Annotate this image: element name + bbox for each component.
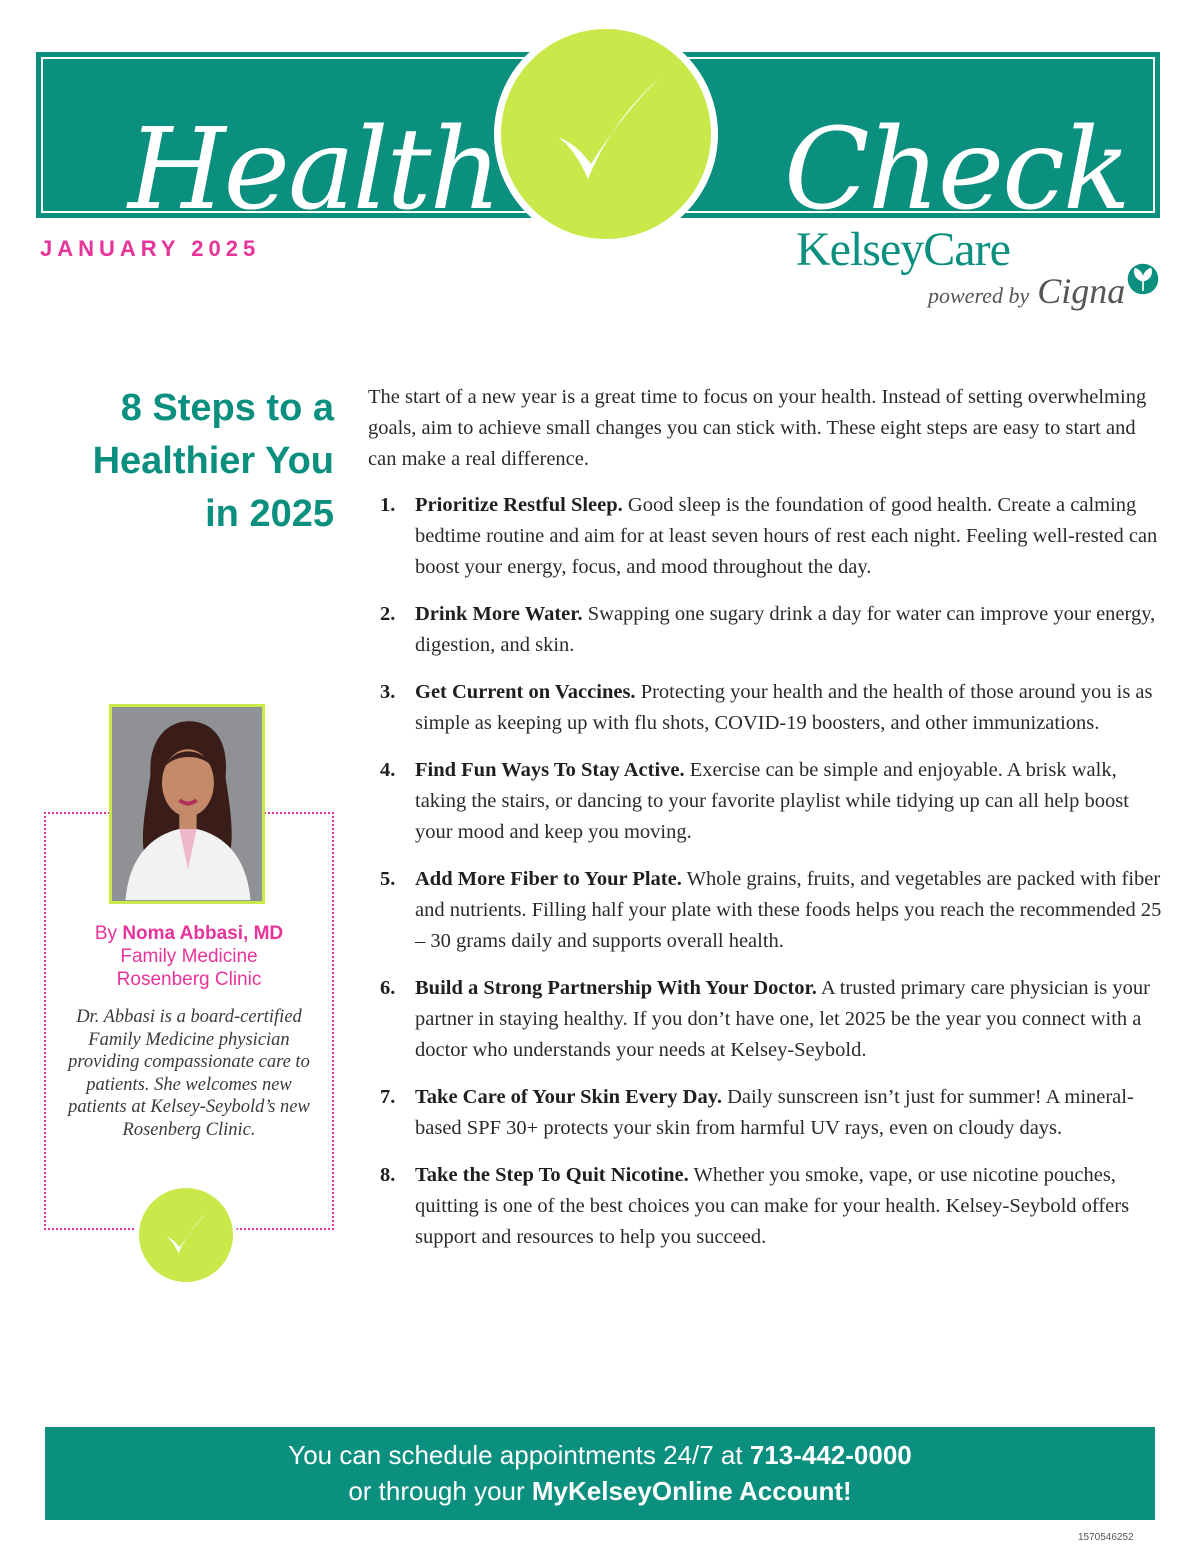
author-name-line — [44, 922, 334, 945]
phone-number: 713-442-0000 — [749, 1440, 912, 1470]
banner-text — [45, 1437, 1155, 1509]
banner-line-1-prefix: You can schedule appointments 24/7 at — [288, 1440, 750, 1470]
author-bio: Dr. Abbasi is a board-certified Family Medicine physician providing compassionate care to patients. She welcomes new patients at Kelsey-Seybold’s new Rosenberg Clinic. — [68, 1007, 310, 1140]
step-text: Daily sunscreen isn’t just for summer! A mineral-based SPF 30+ protects your skin from harmful UV rays, even on cloudy days. — [415, 1086, 1134, 1139]
step-number: 5. — [380, 868, 396, 890]
step-item — [380, 1082, 1164, 1144]
step-item — [380, 677, 1164, 739]
step-text: A trusted primary care physician is your partner in staying healthy. If you don’t have one, let 2025 be the year you connect with a doctor who understands your needs at Kelsey-Seybold. — [415, 977, 1150, 1061]
step-text: Good sleep is the foundation of good health. Create a calming bedtime routine and aim for at least seven hours of rest each night. Feeling well-rested can boost your energy, focus, and mood throughout the day. — [415, 494, 1158, 578]
issue-date: JANUARY 2025 — [40, 236, 261, 261]
small-checkmark-glyph — [155, 1204, 217, 1266]
step-number: 1. — [380, 494, 396, 516]
step-number: 8. — [380, 1164, 396, 1186]
step-item — [380, 755, 1164, 848]
banner-line-1 — [45, 1437, 1155, 1473]
step-text: Whether you smoke, vape, or use nicotine pouches, quitting is one of the best choices you can make for your health. Kelsey-Seybold offers support and resources to help you succeed. — [415, 1164, 1130, 1248]
headline-line-1: 8 Steps to a — [120, 387, 334, 429]
author-name: Noma Abbasi, MD — [122, 923, 284, 944]
portrait-illustration — [112, 707, 262, 901]
step-item — [380, 1160, 1164, 1253]
small-checkmark-icon — [135, 1184, 237, 1286]
step-title: Get Current on Vaccines. — [415, 681, 636, 703]
brand-logo — [796, 222, 1166, 312]
appointment-banner — [45, 1427, 1155, 1520]
author-clinic: Rosenberg Clinic — [116, 969, 262, 990]
headline-line-3: in 2025 — [205, 493, 334, 535]
step-number: 6. — [380, 977, 396, 999]
document-id: 1570546252 — [1078, 1532, 1134, 1543]
headline-line-2: Healthier You — [92, 440, 334, 482]
online-account-name: MyKelseyOnline Account! — [531, 1476, 852, 1506]
step-number: 2. — [380, 603, 396, 625]
step-title: Build a Strong Partnership With Your Doctor. — [415, 977, 817, 999]
author-portrait — [109, 704, 265, 904]
article-intro: The start of a new year is a great time to focus on your health. Instead of setting overwhelming goals, aim to achieve small changes you can stick with. These eight steps are easy to start and can make a real difference. — [368, 386, 1147, 470]
step-text: Whole grains, fruits, and vegetables are packed with fiber and nutrients. Filling half your plate with these foods helps you reach the recommended 25 – 30 grams daily and supports overall health. — [415, 868, 1162, 952]
checkmark-icon — [494, 22, 718, 246]
author-specialty: Family Medicine — [120, 946, 258, 967]
cigna-tree-icon — [1126, 262, 1160, 296]
step-number: 7. — [380, 1086, 396, 1108]
author-by: By — [94, 923, 123, 944]
banner-line-2 — [45, 1473, 1155, 1509]
step-text: Protecting your health and the health of those around you is as simple as keeping up with flu shots, COVID-19 boosters, and other immunizations. — [415, 681, 1153, 734]
steps-list — [380, 490, 1164, 1269]
step-title: Add More Fiber to Your Plate. — [415, 868, 682, 890]
brand-tagline — [928, 270, 1125, 312]
step-item — [380, 973, 1164, 1066]
step-text: Exercise can be simple and enjoyable. A brisk walk, taking the stairs, or dancing to your favorite playlist while tidying up can all help boost your mood and keep you moving. — [415, 759, 1129, 843]
brand-powered-by: powered by — [928, 283, 1030, 308]
step-title: Prioritize Restful Sleep. — [415, 494, 623, 516]
brand-partner: Cigna — [1037, 271, 1126, 311]
step-title: Take the Step To Quit Nicotine. — [415, 1164, 689, 1186]
step-title: Take Care of Your Skin Every Day. — [415, 1086, 722, 1108]
step-text: Swapping one sugary drink a day for water can improve your energy, digestion, and skin. — [415, 603, 1156, 656]
step-title: Drink More Water. — [415, 603, 583, 625]
step-number: 3. — [380, 681, 396, 703]
step-number: 4. — [380, 759, 396, 781]
step-item — [380, 490, 1164, 583]
checkmark-glyph — [531, 59, 681, 209]
banner-line-2-prefix: or through your — [348, 1476, 532, 1506]
step-title: Find Fun Ways To Stay Active. — [415, 759, 685, 781]
masthead-title-right: Check — [784, 105, 1129, 235]
step-item — [380, 864, 1164, 957]
step-item — [380, 599, 1164, 661]
article-headline — [40, 382, 334, 541]
masthead-title-left: Health — [128, 105, 500, 235]
brand-name: KelseyCare — [796, 223, 1010, 276]
author-byline — [44, 922, 334, 991]
